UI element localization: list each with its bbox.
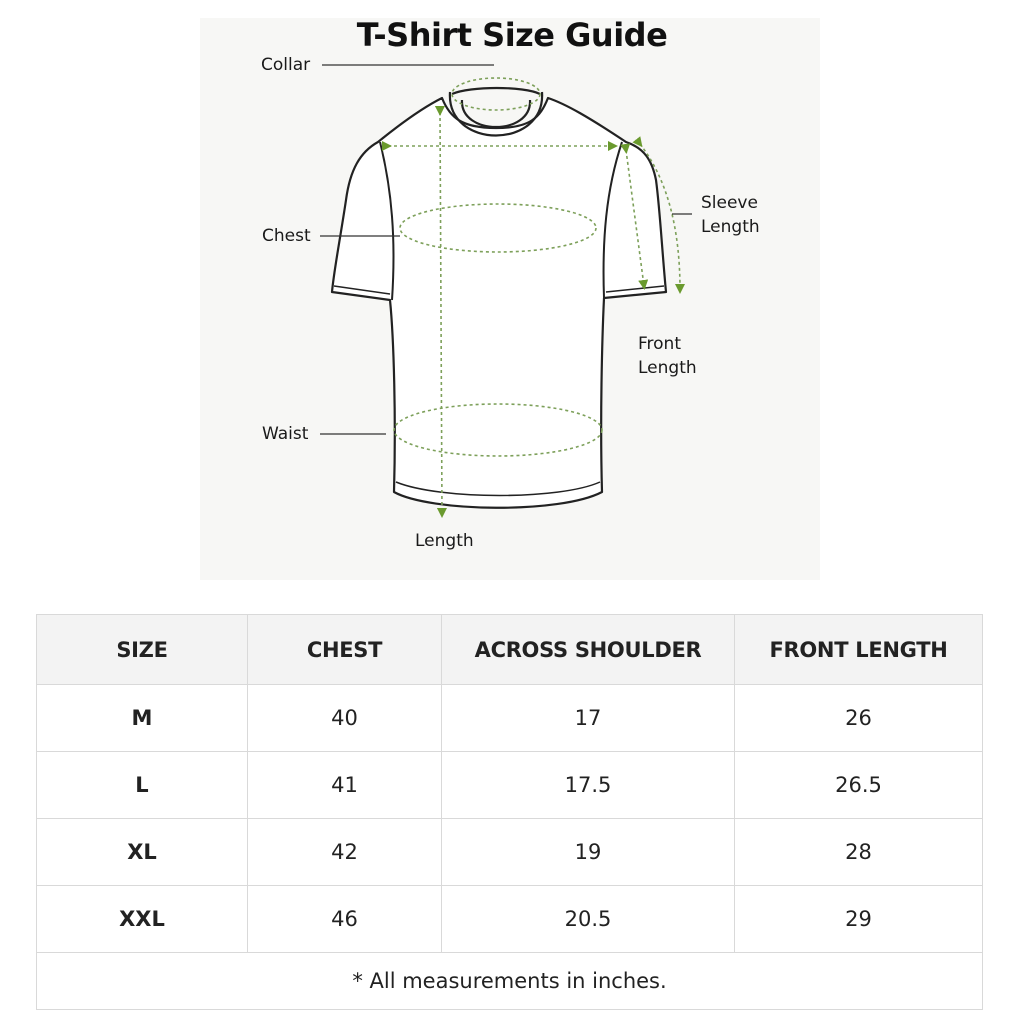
- header-size: SIZE: [37, 615, 248, 685]
- chest-cell: 46: [248, 886, 442, 953]
- chest-label: Chest: [262, 226, 311, 246]
- table-row: [37, 685, 983, 752]
- front-length-cell: 26: [735, 685, 983, 752]
- size-cell: M: [37, 685, 248, 752]
- header-across-shoulder: ACROSS SHOULDER: [442, 615, 735, 685]
- size-cell: XXL: [37, 886, 248, 953]
- table-header-row: [37, 615, 983, 685]
- size-cell: L: [37, 752, 248, 819]
- shoulder-cell: 17.5: [442, 752, 735, 819]
- table-row: [37, 819, 983, 886]
- waist-label: Waist: [262, 424, 309, 444]
- header-chest: CHEST: [248, 615, 442, 685]
- shoulder-cell: 19: [442, 819, 735, 886]
- chest-cell: 40: [248, 685, 442, 752]
- sleeve-length-label-line1: Sleeve: [701, 193, 758, 213]
- size-cell: XL: [37, 819, 248, 886]
- size-chart-table: [36, 614, 983, 1010]
- measurement-note: * All measurements in inches.: [37, 953, 983, 1010]
- sleeve-length-label-line2: Length: [701, 217, 760, 237]
- front-length-cell: 26.5: [735, 752, 983, 819]
- front-length-cell: 28: [735, 819, 983, 886]
- shoulder-cell: 17: [442, 685, 735, 752]
- header-front-length: FRONT LENGTH: [735, 615, 983, 685]
- length-label: Length: [415, 531, 474, 551]
- chest-cell: 41: [248, 752, 442, 819]
- front-length-cell: 29: [735, 886, 983, 953]
- page-title: T-Shirt Size Guide: [356, 16, 668, 54]
- collar-label: Collar: [261, 55, 311, 75]
- table-note-row: [37, 953, 983, 1010]
- shoulder-cell: 20.5: [442, 886, 735, 953]
- table-row: [37, 886, 983, 953]
- front-length-label-line1: Front: [638, 334, 681, 354]
- table-row: [37, 752, 983, 819]
- chest-cell: 42: [248, 819, 442, 886]
- front-length-label-line2: Length: [638, 358, 697, 378]
- collar-measure: [452, 78, 540, 110]
